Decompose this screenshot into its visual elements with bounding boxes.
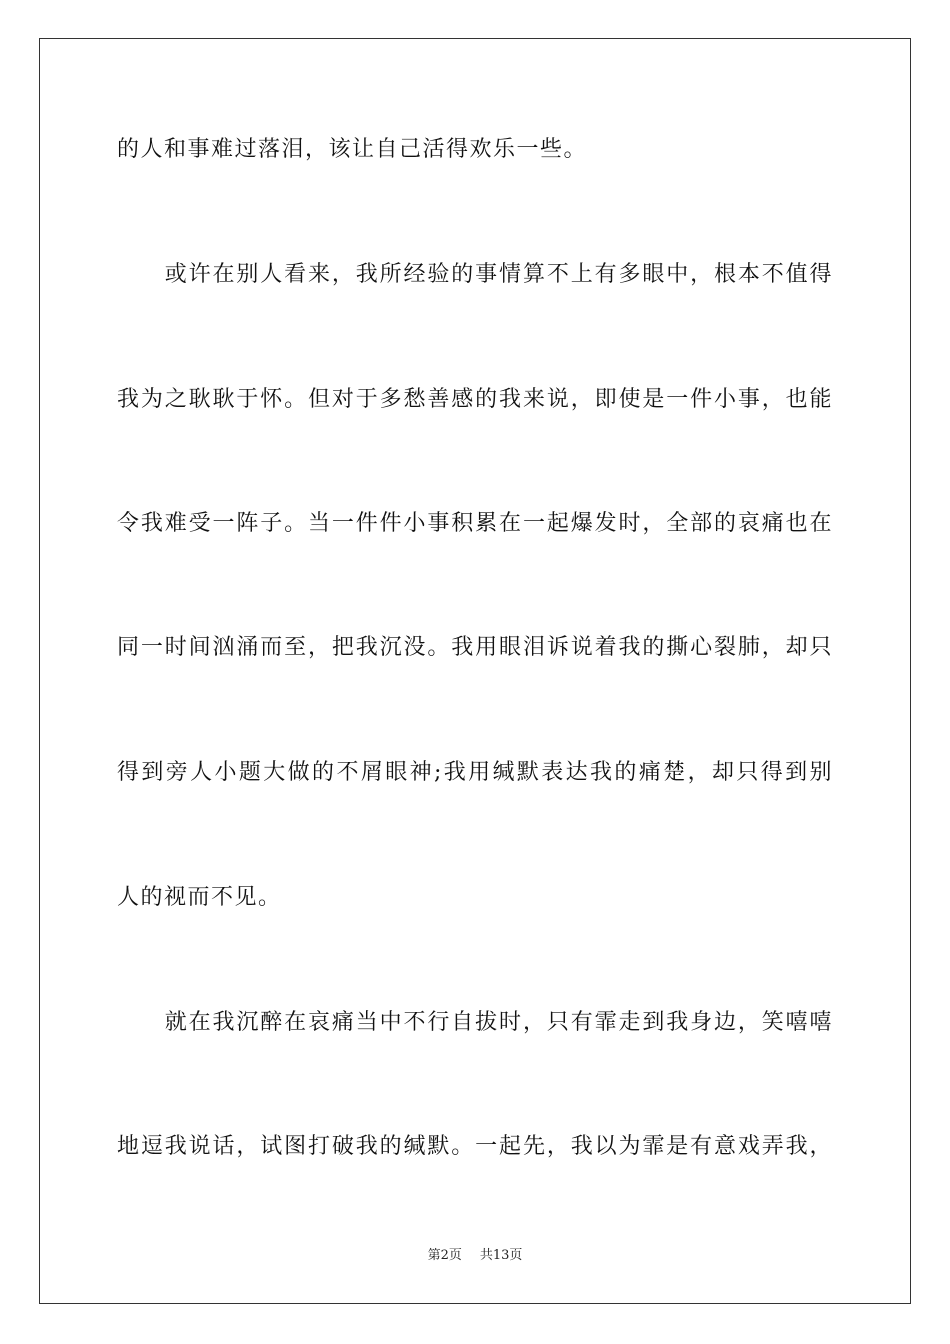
- text-line: 的人和事难过落泪，该让自己活得欢乐一些。: [117, 137, 588, 162]
- text-line: 就在我沉醉在哀痛当中不行自拔时，只有霏走到我身边，笑嘻嘻: [117, 1010, 833, 1035]
- text-line: 或许在别人看来，我所经验的事情算不上有多眼中，根本不值得: [117, 262, 833, 287]
- text-line: 我为之耿耿于怀。但对于多愁善感的我来说，即使是一件小事，也能: [117, 387, 833, 412]
- text-line: 同一时间汹涌而至，把我沉没。我用眼泪诉说着我的撕心裂肺，却只: [117, 635, 833, 660]
- page-footer: [0, 1247, 950, 1265]
- total-pages: 共13页: [479, 1248, 523, 1263]
- page-number: 第2页: [427, 1248, 462, 1263]
- text-line: 令我难受一阵子。当一件件小事积累在一起爆发时，全部的哀痛也在: [117, 511, 833, 536]
- page-border: [39, 38, 911, 1304]
- text-line: 人的视而不见。: [117, 885, 282, 910]
- text-line: 得到旁人小题大做的不屑眼神;我用缄默表达我的痛楚，却只得到别: [117, 760, 833, 785]
- text-line: 地逗我说话，试图打破我的缄默。一起先，我以为霏是有意戏弄我，: [117, 1134, 833, 1159]
